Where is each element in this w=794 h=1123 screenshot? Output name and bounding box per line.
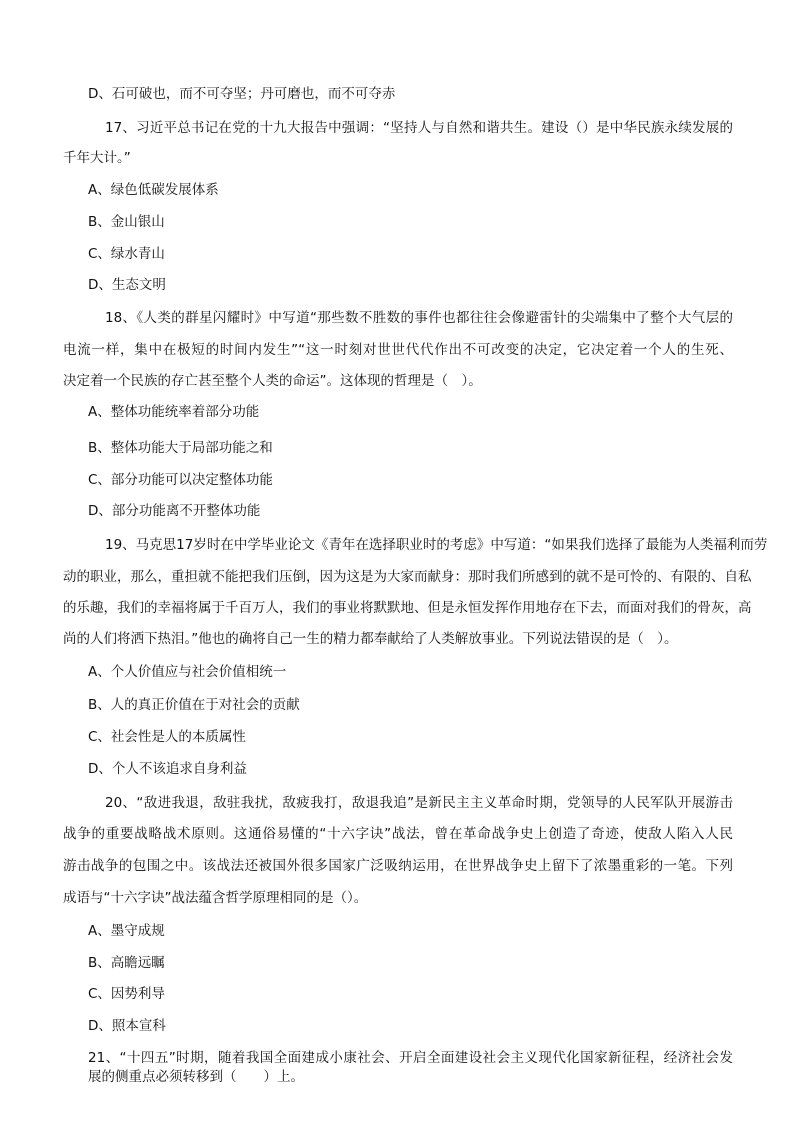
option-d: D、生态文明 xyxy=(88,277,166,293)
option-c: C、部分功能可以决定整体功能 xyxy=(88,472,273,488)
option-b: B、整体功能大于局部功能之和 xyxy=(88,440,273,456)
option-b: B、金山银山 xyxy=(88,214,165,230)
question-text-line: 电流一样，集中在极短的时间内发生”“这一时刻对世世代代作出不可改变的决定，它决定着一个人的生死、 xyxy=(63,342,733,358)
question-text-line: 19、马克思17岁时在中学毕业论文《青年在选择职业时的考虑》中写道：“如果我们选择了最能为人类福利而劳 xyxy=(105,537,768,553)
question-text-line: 17、习近平总书记在党的十九大报告中强调：“坚持人与自然和谐共生。建设（）是中华民族永续发展的 xyxy=(105,120,733,136)
question-text-line: 21、“十四五”时期，随着我国全面建成小康社会、开启全面建设社会主义现代化国家新征程，经济社会发 xyxy=(88,1050,733,1066)
question-text-line: 的乐趣，我们的幸福将属于千百万人，我们的事业将默默地、但是永恒发挥作用地存在下去，而面对我们的骨灰，高 xyxy=(63,600,752,616)
question-text-line: 展的侧重点必须转移到（ ）上。 xyxy=(88,1069,304,1085)
option-b: B、人的真正价值在于对社会的贡献 xyxy=(88,697,300,713)
option-b: B、高瞻远瞩 xyxy=(88,955,165,971)
option-d: D、个人不该追求自身利益 xyxy=(88,761,247,777)
question-text-line: 战争的重要战略战术原则。这通俗易懂的“十六字诀”战法，曾在革命战争史上创造了奇迹，使敌人陷入人民 xyxy=(63,826,733,842)
option-c: C、因势利导 xyxy=(88,986,165,1002)
option-d: D、照本宣科 xyxy=(88,1018,166,1034)
option-a: A、墨守成规 xyxy=(88,923,165,939)
question-text-line: 游击战争的包围之中。该战法还被国外很多国家广泛吸纳运用，在世界战争史上留下了浓墨重彩的一笔。下列 xyxy=(63,858,733,874)
question-text-line: 20、“敌进我退，敌驻我扰，敌疲我打，敌退我追”是新民主主义革命时期，党领导的人民军队开展游击 xyxy=(105,795,733,811)
question-text-line: 千年大计。” xyxy=(63,150,131,166)
question-text-line: 决定着一个民族的存亡甚至整个人类的命运”。这体现的哲理是（ ）。 xyxy=(63,373,482,389)
q16-option-d: D、石可破也，而不可夺坚；丹可磨也，而不可夺赤 xyxy=(88,86,396,102)
option-c: C、绿水青山 xyxy=(88,246,165,262)
question-text-line: 18、《人类的群星闪耀时》中写道“那些数不胜数的事件也都往往会像避雷针的尖端集中了整个大气层的 xyxy=(105,310,733,326)
question-text-line: 尚的人们将洒下热泪。”他也的确将自己一生的精力都奉献给了人类解放事业。下列说法错误的是（ ）。 xyxy=(63,631,678,647)
option-d: D、部分功能离不开整体功能 xyxy=(88,503,261,519)
question-text-line: 成语与“十六字诀”战法蕴含哲学原理相同的是（）。 xyxy=(63,890,368,906)
option-c: C、社会性是人的本质属性 xyxy=(88,729,246,745)
question-text-line: 动的职业，那么，重担就不能把我们压倒，因为这是为大家而献身：那时我们所感到的就不是可怜的、有限的、自私 xyxy=(63,569,752,585)
option-a: A、个人价值应与社会价值相统一 xyxy=(88,664,287,680)
option-a: A、整体功能统率着部分功能 xyxy=(88,404,260,420)
option-a: A、绿色低碳发展体系 xyxy=(88,182,219,198)
